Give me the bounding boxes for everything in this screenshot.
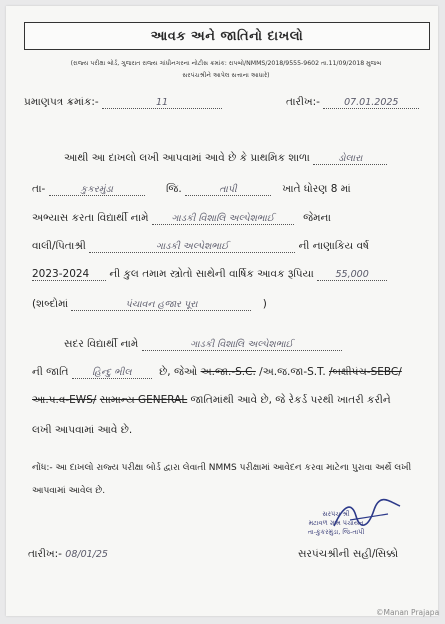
taluka-label: તા- xyxy=(32,183,46,195)
bottom-date-row xyxy=(28,548,108,561)
student-row xyxy=(32,212,331,225)
date-value: 07.01.2025 xyxy=(323,97,419,109)
school-row xyxy=(64,152,387,165)
jemna-text: જેમના xyxy=(303,212,331,224)
certificate-title: આવક અને જાતિનો દાખલો xyxy=(150,28,304,44)
bottom-date-value: 08/01/25 xyxy=(65,549,108,560)
cert-number-value: 11 xyxy=(102,97,222,109)
authority-note: સરપંચશ્રીને આપેલ સત્તાના આધારે) xyxy=(182,72,270,79)
taluka-value: કુકરમુંડા xyxy=(49,184,145,196)
notice-reference: (રાજ્ય પરીક્ષા બોર્ડ, ગુજરાત રાજ્ય ગાંધીનગરના નોટીસ ક્રમાંક: રાપબો/NMMS/2018/9555-9602 તા.11/09/2018 મુજબ xyxy=(70,60,382,67)
district-label: જિ. xyxy=(166,183,182,195)
school-value: ડોલારા xyxy=(313,153,387,165)
p2-label: સદર વિદ્યાર્થી નામે xyxy=(64,338,139,350)
fy-text: ની નાણાકિય વર્ષ xyxy=(298,240,369,252)
category-tail: જાતિમાંથી આવે છે, જે રેકર્ડ પરથી ખાતરી કરીને xyxy=(190,394,391,406)
p2-end: લખી આપવામાં આવે છે. xyxy=(32,424,133,436)
date-label: તારીખ:- xyxy=(286,96,320,108)
words-row xyxy=(32,298,267,311)
taluka-row xyxy=(32,183,351,196)
income-row xyxy=(32,268,387,281)
note-line-2: આપવામાં આવેલ છે. xyxy=(32,486,106,496)
category-general: સામાન્ય GENERAL xyxy=(99,394,188,406)
parent-label: વાલી/પિતાશ્રી xyxy=(32,240,86,252)
category-row-2 xyxy=(32,394,391,407)
p2-student-value: ગાડકી વિશાલિ અલ્પેશભાઈ xyxy=(142,339,342,351)
p2-student-row xyxy=(64,338,342,351)
year-value: 2023-2024 xyxy=(32,268,106,281)
signature-label: સરપંચશ્રીની સહી/સિક્કો xyxy=(298,548,399,560)
parent-value: ગાડકી અલ્પેશભાઈ xyxy=(89,241,295,253)
bottom-date-label: તારીખ:- xyxy=(28,548,62,560)
cert-number-row xyxy=(24,96,222,109)
note-line-1: નોંધ:- આ દાખલો રાજ્ય પરીક્ષા બોર્ડ દ્વારા લેવાતી NMMS પરીક્ષામાં આવેદન કરવા માટેના પુરાવા અર્થે લખી xyxy=(32,463,412,473)
title-box xyxy=(24,22,430,50)
category-sc: અ.જા.-S.C. xyxy=(200,366,256,378)
intro-text: આથી આ દાખલો લખી આપવામાં આવે છે કે પ્રાથમિક શાળા xyxy=(64,152,310,164)
class-text: ખાતે ધોરણ 8 માં xyxy=(282,183,351,195)
student-value: ગાડકી વિશાલિ અલ્પેશભાઈ xyxy=(152,213,294,225)
category-sebc: /બક્ષીપંચ-SEBC/ xyxy=(329,366,402,378)
words-close: ) xyxy=(262,298,267,310)
stamp-line-2: મટાવળ ગ્રામ પંચાયત xyxy=(308,519,364,527)
income-text: ની કુલ તમામ સ્ત્રોતો સાથેની વાર્ષિક આવક રૂપિયા xyxy=(109,268,314,280)
stamp-line-1: સરપંચ શ્રી xyxy=(322,510,350,518)
words-label: (શબ્દોમાં xyxy=(32,298,69,310)
caste-row xyxy=(32,366,402,379)
cert-number-label: પ્રમાણપત્ર ક્રમાંક:- xyxy=(24,96,99,108)
student-label: અભ્યાસ કરતા વિદ્યાર્થી નામે xyxy=(32,212,149,224)
parent-row xyxy=(32,240,369,253)
stamp-line-3: તા-કુકરમુંડા, જિ-તાપી xyxy=(307,528,365,536)
caste-label: ની જાતિ xyxy=(32,366,69,378)
caste-mid: છે, જેઓ xyxy=(159,366,198,378)
date-row xyxy=(286,96,419,109)
caste-value: હિન્દુ ભીલ xyxy=(72,367,152,379)
category-ews: આ.પ.વ-EWS/ xyxy=(32,394,97,406)
watermark: ©Manan Prajapa xyxy=(376,608,440,617)
district-value: તાપી xyxy=(185,184,271,196)
income-value: 55,000 xyxy=(317,269,387,281)
category-st: /અ.જ.જા-S.T. xyxy=(259,366,326,378)
words-value: પંચાવન હજાર પૂરા xyxy=(71,299,251,311)
